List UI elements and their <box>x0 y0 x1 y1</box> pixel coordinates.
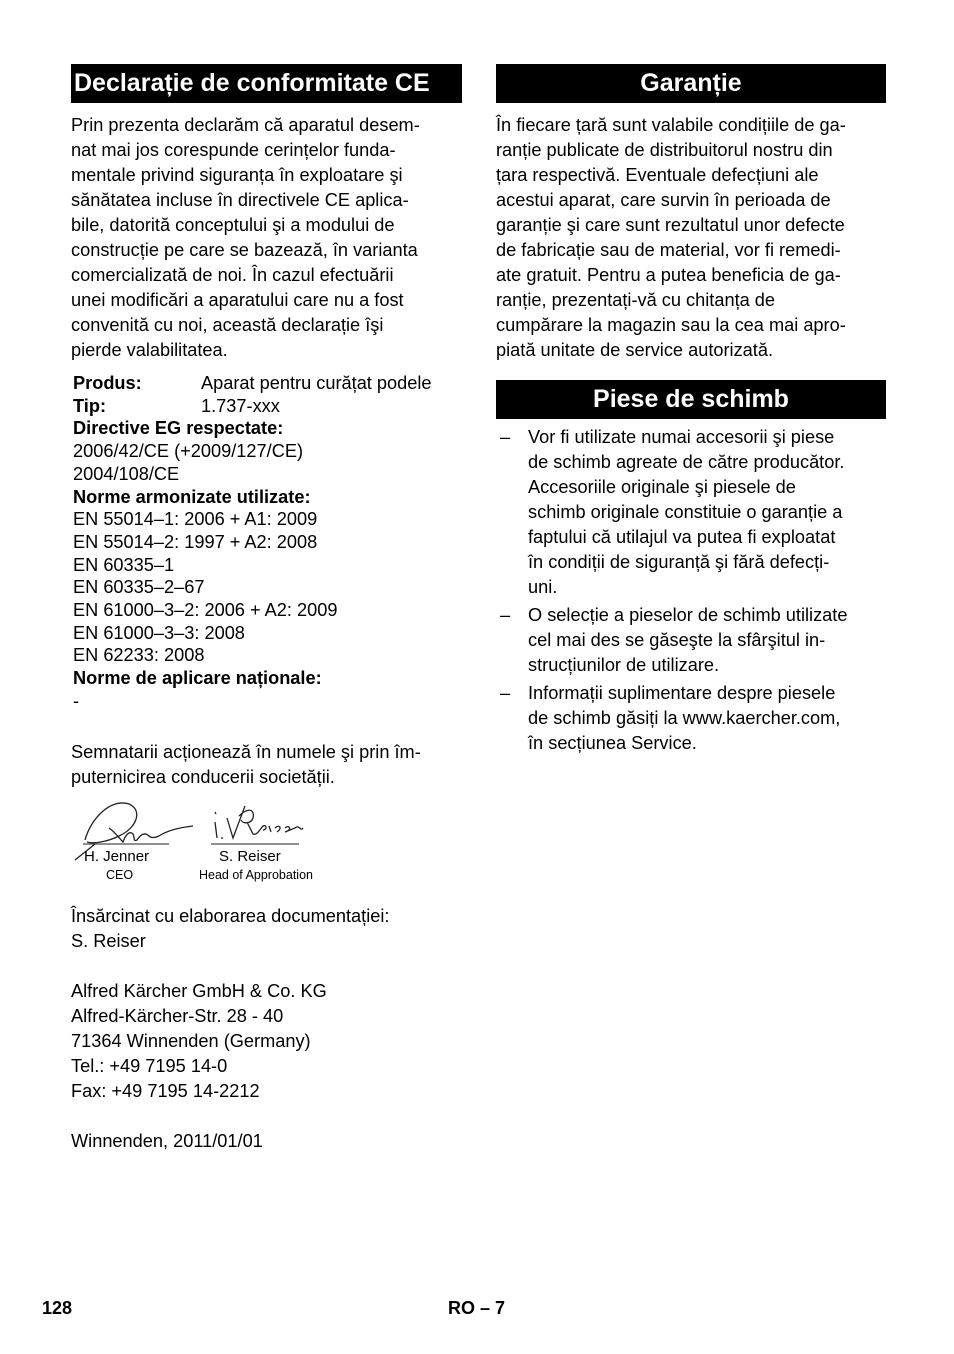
product-spec <box>73 372 462 713</box>
norm-item: EN 55014–1: 2006 + A1: 2009 <box>73 509 318 530</box>
product-label: Produs: <box>73 373 142 393</box>
spare-parts-heading: Piese de schimb <box>496 380 886 419</box>
company-address: Alfred Kärcher GmbH & Co. KG Alfred-Kärcher-Str. 28 - 40 71364 Winnenden (Germany) Tel.: +49 7195 14-0 Fax: +49 7195 14-2212 <box>71 980 327 1101</box>
dash-icon: – <box>500 605 511 625</box>
signer1-name: H. Jenner <box>84 847 150 865</box>
norms-label: Norme armonizate utilizate: <box>73 486 311 507</box>
place-date: Winnenden, 2011/01/01 <box>71 1130 263 1151</box>
left-column <box>71 64 462 1154</box>
norm-item: EN 60335–1 <box>73 554 175 575</box>
norm-item: EN 61000–3–2: 2006 + A2: 2009 <box>73 600 338 621</box>
warranty-heading: Garanție <box>496 64 886 103</box>
norm-item: EN 61000–3–3: 2008 <box>73 622 245 643</box>
norm-item: EN 55014–2: 1997 + A2: 2008 <box>73 531 318 552</box>
directive-item: 2006/42/CE (+2009/127/CE) <box>73 441 304 462</box>
right-column <box>496 64 886 759</box>
product-value: Aparat pentru curățat podele <box>201 373 432 393</box>
type-row <box>73 395 462 418</box>
directives-label: Directive EG respectate: <box>73 418 284 439</box>
national-norms-value: - <box>73 690 80 711</box>
type-value: 1.737-xxx <box>201 395 280 416</box>
national-norms-label: Norme de aplicare naționale: <box>73 668 322 689</box>
signatures <box>71 798 462 896</box>
documentation-responsible: Însărcinat cu elaborarea documentației: S. Reiser <box>71 905 390 951</box>
signer1-role: CEO <box>106 867 134 882</box>
dash-icon: – <box>500 427 511 447</box>
directive-item: 2004/108/CE <box>73 463 180 484</box>
declaration-heading: Declarație de conformitate CE <box>71 64 462 103</box>
spare-parts-list <box>496 425 886 756</box>
dash-icon: – <box>500 683 511 703</box>
signer2-name: S. Reiser <box>219 847 281 865</box>
type-label: Tip: <box>73 395 107 416</box>
product-row <box>73 372 462 395</box>
page-number: 128 <box>42 1298 73 1318</box>
section-label: RO – 7 <box>448 1298 506 1318</box>
norm-item: EN 60335–2–67 <box>73 577 205 598</box>
list-item: – O selecție a pieselor de schimb utilizate cel mai des se găseşte la sfârşitul in- strucțiunilor de utilizare. <box>500 605 848 675</box>
list-item: – Vor fi utilizate numai accesorii şi piese de schimb agreate de către producător. Accesoriile originale şi piesele de schimb originale constituie o garanție a faptului că utilajul va putea fi exploatat în condiții de siguranță şi fără defecți- uni. <box>500 427 845 597</box>
norm-item: EN 62233: 2008 <box>73 645 205 666</box>
declaration-intro: Prin prezenta declarăm că aparatul desem- nat mai jos corespunde cerințelor funda- mentale privind siguranța în exploatare şi sănătatea incluse în directivele CE aplica- bile, datorită conceptului şi a modului de construcție pe care se bazează, în varianta comercializată de noi. În cazul efectuării unei modificări a aparatului care nu a fost convenită cu noi, această declarație îşi pierde valabilitatea. <box>71 115 420 360</box>
warranty-text: În fiecare țară sunt valabile condițiile de ga- ranție publicate de distribuitorul nostru din țara respectivă. Eventuale defecțiuni ale acestui aparat, care survin în perioada de garanție şi care sunt rezultatul unor defecte de fabricație sau de material, vor fi remedi- ate gratuit. Pentru a putea beneficia de ga- ranție, prezentați-vă cu chitanța de cumpărare la magazin sau la cea mai apro- piată unitate de service autorizată. <box>496 115 846 360</box>
signer2-role: Head of Approbation <box>199 867 313 882</box>
signatories-text: Semnatarii acționează în numele şi prin îm- puternicirea conducerii societății. <box>71 741 421 787</box>
list-item: – Informații suplimentare despre piesele de schimb găsiți la www.kaercher.com, în secțiunea Service. <box>500 683 841 753</box>
